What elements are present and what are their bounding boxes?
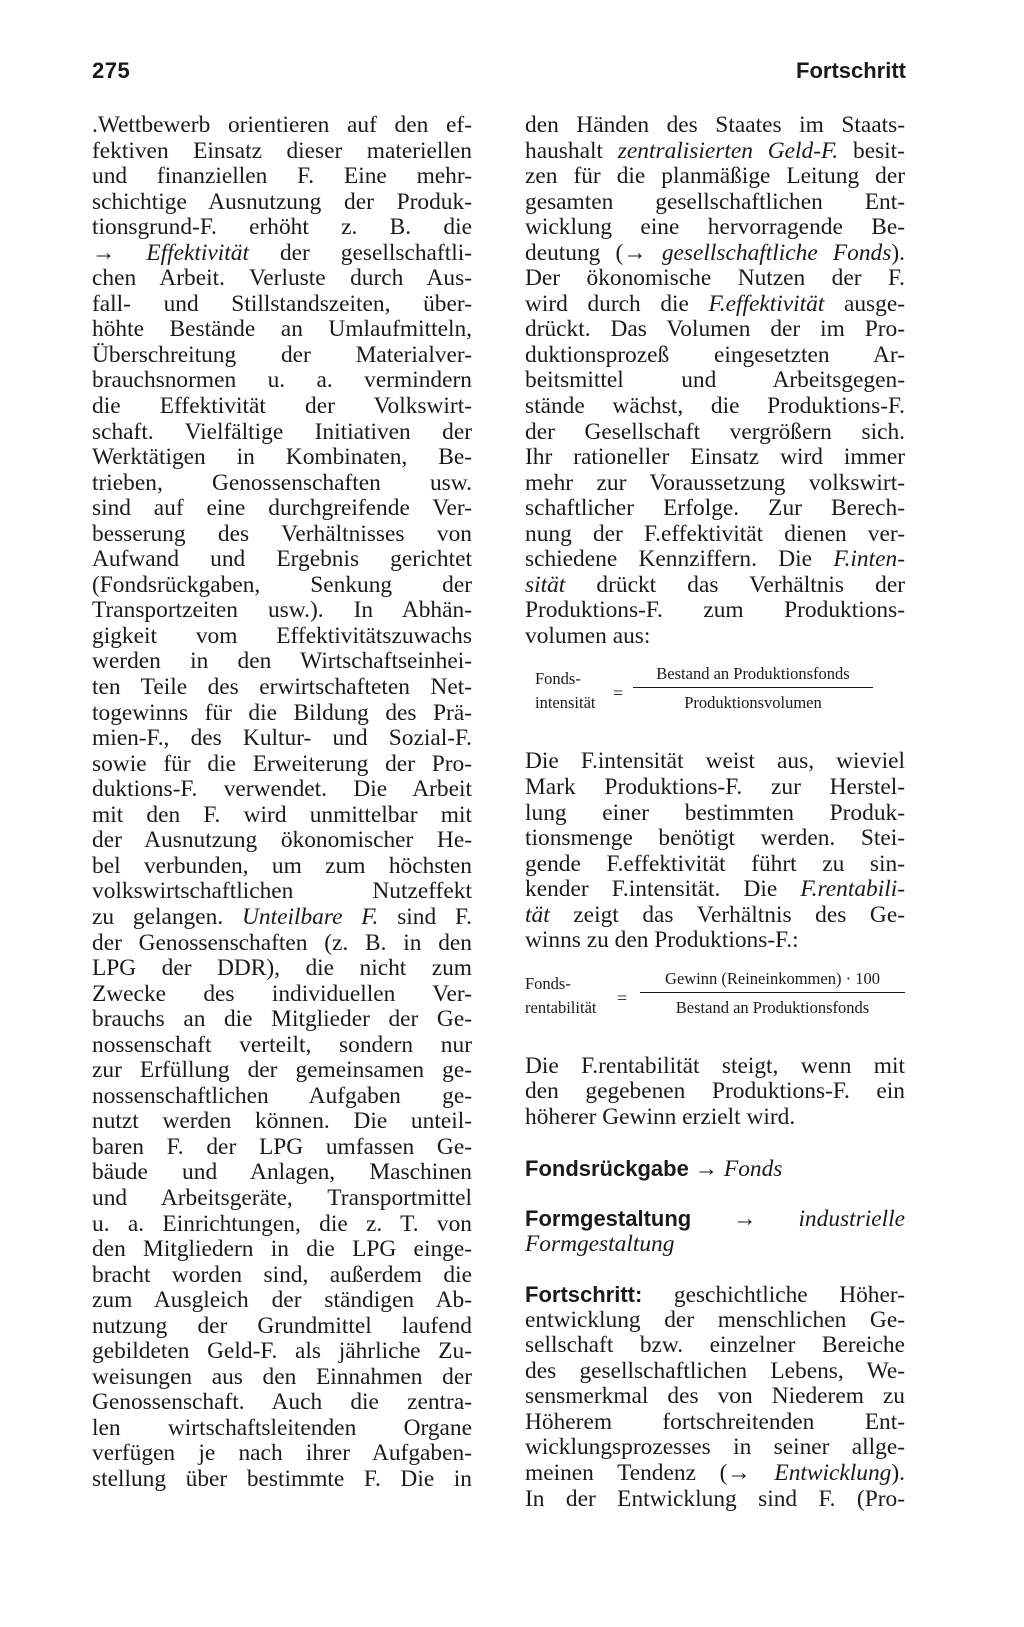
text-segment: entwicklung der menschlichen Ge- <box>525 1306 905 1333</box>
italic-term: Effektivität <box>146 239 249 266</box>
text-segment: besit- <box>838 137 905 164</box>
spacer <box>525 1131 905 1156</box>
text-line <box>525 266 905 292</box>
text-segment: wicklungsprozesses in seiner allge- <box>525 1434 905 1461</box>
text-line <box>525 445 905 471</box>
text-line <box>525 826 905 852</box>
arrow-icon: → <box>694 1155 719 1182</box>
text-segment: lung einer bestimmten Produk- <box>525 799 905 826</box>
text-segment: höhte Bestände an Umlaufmitteln, <box>92 316 472 343</box>
text-segment: der Genossenschaften (z. B. in den <box>92 929 472 956</box>
text-line <box>92 879 472 905</box>
text-segment: (Fondsrückgaben, Senkung der <box>92 571 472 598</box>
text-segment: tionsgrund-F. erhöht z. B. die <box>92 214 472 241</box>
text-line <box>92 982 472 1008</box>
text-segment: drückt. Das Volumen der im Pro- <box>525 316 905 343</box>
text-segment: duktionsprozeß eingesetzten Ar- <box>525 341 905 368</box>
text-segment: meinen Tendenz (→ <box>525 1459 775 1486</box>
text-segment: wicklung eine hervorragende Be- <box>525 214 905 241</box>
text-line <box>525 1461 905 1487</box>
text-segment: brauchs an die Mitglieder der Ge- <box>92 1006 472 1033</box>
running-head: Fortschritt <box>796 58 906 83</box>
text-line <box>92 496 472 522</box>
text-line <box>92 1033 472 1059</box>
text-line <box>92 113 472 139</box>
text-segment: Ihr rationeller Einsatz wird immer <box>525 444 905 471</box>
text-segment: und finanziellen F. Eine mehr- <box>92 163 472 190</box>
cross-reference-link[interactable]: industrielle <box>798 1206 905 1233</box>
text-segment: volkswirtschaftlichen Nutzeffekt <box>92 878 472 905</box>
text-segment: volumen aus: <box>525 622 651 649</box>
text-segment: stellung über bestimmte F. Die in <box>92 1465 472 1492</box>
text-segment: haushalt <box>525 137 618 164</box>
text-line <box>525 113 905 139</box>
text-line <box>525 624 905 650</box>
text-line <box>92 547 472 573</box>
text-line <box>525 928 905 954</box>
text-segment: nutzt werden können. Die unteil- <box>92 1108 472 1135</box>
text-line <box>525 420 905 446</box>
text-segment: Die F.intensität weist aus, wieviel <box>525 748 905 775</box>
text-segment: wird durch die <box>525 290 709 317</box>
text-segment: tionsmenge benötigt werden. Stei- <box>525 825 905 852</box>
text-segment: Der ökonomische Nutzen der F. <box>525 265 905 292</box>
formula-lhs <box>525 972 596 1020</box>
text-segment: Zwecke des individuellen Ver- <box>92 980 472 1007</box>
page-header <box>92 58 906 94</box>
text-line <box>92 139 472 165</box>
italic-term: F.effektivität <box>708 290 825 317</box>
text-line <box>525 139 905 165</box>
cross-reference-link[interactable]: Fonds <box>723 1155 783 1182</box>
text-segment: stände wächst, die Produktions-F. <box>525 393 905 420</box>
text-segment: Genossenschaft. Auch die zentra- <box>92 1389 472 1416</box>
text-segment: sind auf eine durchgreifende Ver- <box>92 495 472 522</box>
text-line <box>525 852 905 878</box>
fraction-denominator: Produktionsvolumen <box>684 693 822 713</box>
text-line <box>525 164 905 190</box>
spacer <box>525 1181 905 1206</box>
text-line <box>92 1365 472 1391</box>
text-line <box>92 1237 472 1263</box>
formula-fondsintensitaet <box>525 663 905 735</box>
text-segment: fall- und Stillstandszeiten, über- <box>92 290 472 317</box>
text-line <box>92 522 472 548</box>
text-segment: fektiven Einsatz dieser materiellen <box>92 137 472 164</box>
text-segment: die Effektivität der Volkswirt- <box>92 393 472 420</box>
fraction-numerator: Gewinn (Reineinkommen) · 100 <box>640 968 905 993</box>
text-line <box>92 1109 472 1135</box>
text-segment: höherer Gewinn erzielt wird. <box>525 1103 796 1130</box>
text-line <box>92 266 472 292</box>
text-segment: beitsmittel und Arbeitsgegen- <box>525 367 905 394</box>
text-line <box>525 1105 905 1131</box>
text-line <box>525 496 905 522</box>
text-segment: den Händen des Staates im Staats- <box>525 112 905 138</box>
text-line <box>92 956 472 982</box>
italic-term: gesellschaftliche Fonds <box>661 239 892 266</box>
text-line <box>525 343 905 369</box>
text-segment: baren F. der LPG umfassen Ge- <box>92 1133 472 1160</box>
text-segment: des gesellschaftlichen Lebens, We- <box>525 1357 905 1384</box>
text-segment: zeigt das Verhältnis des Ge- <box>549 901 905 928</box>
text-segment: werden in den Wirtschaftseinhei- <box>92 648 472 675</box>
text-line <box>525 547 905 573</box>
text-line <box>525 598 905 624</box>
formula-lhs-line1: Fonds- <box>535 669 581 689</box>
text-segment: Mark Produktions-F. zur Herstel- <box>525 774 905 801</box>
text-line <box>92 573 472 599</box>
entry-formgestaltung <box>525 1206 905 1257</box>
text-segment: zu gelangen. <box>92 903 242 930</box>
text-line <box>525 394 905 420</box>
text-line <box>525 1079 905 1105</box>
formula-lhs-line1: Fonds- <box>525 973 571 993</box>
italic-term: zentralisierten Geld-F. <box>617 137 839 164</box>
text-segment: schaft. Vielfältige Initiativen der <box>92 418 472 445</box>
text-segment: In der Entwicklung sind F. (Pro- <box>525 1485 905 1512</box>
italic-term: F.inten- <box>833 546 905 573</box>
text-segment: LPG der DDR), die nicht zum <box>92 955 472 982</box>
text-line <box>92 1390 472 1416</box>
text-line <box>525 317 905 343</box>
text-segment: gebildeten Geld-F. als jährliche Zu- <box>92 1338 472 1365</box>
text-segment: der Gesellschaft vergrößern sich. <box>525 418 905 445</box>
text-segment: schaftlicher Erfolge. Zur Berech- <box>525 495 905 522</box>
text-line <box>92 598 472 624</box>
text-line <box>525 775 905 801</box>
text-line <box>92 445 472 471</box>
text-segment: ). <box>891 239 905 266</box>
text-segment: mien-F., des Kultur- und Sozial-F. <box>92 725 472 752</box>
text-segment: len wirtschaftsleitenden Organe <box>92 1414 472 1441</box>
equals-sign: = <box>613 683 624 704</box>
entry-line <box>525 1206 905 1232</box>
text-line <box>525 190 905 216</box>
text-segment: duktions-F. verwendet. Die Arbeit <box>92 776 472 803</box>
text-line <box>92 1314 472 1340</box>
text-segment: Aufwand und Ergebnis gerichtet <box>92 546 472 573</box>
text-line <box>92 215 472 241</box>
text-segment: → <box>92 239 147 266</box>
fraction-numerator: Bestand an Produktionsfonds <box>633 663 873 688</box>
text-line <box>92 317 472 343</box>
italic-term: Entwicklung <box>774 1459 892 1486</box>
text-segment: sind F. <box>378 903 472 930</box>
text-segment: zum Ausgleich der ständigen Ab- <box>92 1287 472 1314</box>
text-segment: und Arbeitsgeräte, Transportmittel <box>92 1184 472 1211</box>
text-segment: kender F.intensität. Die <box>525 876 801 903</box>
text-line <box>92 854 472 880</box>
text-segment: Höherem fortschreitenden Ent- <box>525 1408 905 1435</box>
text-line <box>92 1263 472 1289</box>
text-segment: den gegebenen Produktions-F. ein <box>525 1078 905 1105</box>
text-segment: chen Arbeit. Verluste durch Aus- <box>92 265 472 292</box>
text-segment: sensmerkmal des von Niederem zu <box>525 1383 905 1410</box>
text-line <box>525 1435 905 1461</box>
text-line <box>92 726 472 752</box>
italic-term: Unteilbare F. <box>241 903 379 930</box>
formula-lhs-line2: rentabilität <box>525 997 597 1017</box>
entry-fondsrueckgabe <box>525 1156 905 1182</box>
right-column <box>525 113 905 1512</box>
text-block-fondsintensitaet <box>525 749 905 953</box>
text-segment: Transportzeiten usw.). In Abhän- <box>92 597 472 624</box>
text-segment: ausge- <box>824 290 905 317</box>
text-segment: gigkeit vom Effektivitätszuwachs <box>92 622 472 649</box>
text-line <box>92 777 472 803</box>
text-segment: nossenschaft verteilt, sondern nur <box>92 1031 472 1058</box>
text-segment: bel verbunden, um zum höchsten <box>92 852 472 879</box>
formula-lhs <box>535 667 596 715</box>
text-line <box>92 1416 472 1442</box>
text-line <box>92 420 472 446</box>
entry-headword: Formgestaltung <box>525 1206 692 1232</box>
text-line <box>92 803 472 829</box>
text-line <box>525 1487 905 1513</box>
text-segment: Überschreitung der Materialver- <box>92 341 472 368</box>
text-segment: gesamten gesellschaftlichen Ent- <box>525 188 905 215</box>
text-line <box>525 1282 905 1308</box>
text-block-fondseffektivitaet <box>525 113 905 649</box>
text-segment: zen für die planmäßige Leitung der <box>525 163 905 190</box>
text-line <box>525 215 905 241</box>
equals-sign: = <box>617 987 628 1008</box>
text-segment: nutzung der Grundmittel laufend <box>92 1312 472 1339</box>
text-line <box>525 573 905 599</box>
text-segment: verfügen je nach ihrer Aufgaben- <box>92 1440 472 1467</box>
text-line <box>525 903 905 929</box>
text-segment: der gesellschaftli- <box>248 239 472 266</box>
entry-fortschritt <box>525 1282 905 1512</box>
text-segment: bracht worden sind, außerdem die <box>92 1261 472 1288</box>
text-segment: besserung des Verhältnisses von <box>92 520 472 547</box>
fraction <box>640 968 905 1019</box>
spacer <box>525 1257 905 1282</box>
text-line <box>525 1054 905 1080</box>
text-line <box>92 649 472 675</box>
text-line <box>92 394 472 420</box>
text-segment: Die F.rentabilität steigt, wenn mit <box>525 1052 905 1079</box>
text-line <box>92 1135 472 1161</box>
text-line <box>92 905 472 931</box>
text-line <box>525 877 905 903</box>
text-line <box>92 471 472 497</box>
text-line <box>92 241 472 267</box>
text-line <box>92 752 472 778</box>
text-segment: ten Teile des erwirtschafteten Net- <box>92 674 472 701</box>
text-segment: sowie für die Erweiterung der Pro- <box>92 750 472 777</box>
text-segment: bäude und Anlagen, Maschinen <box>92 1159 472 1186</box>
text-line <box>92 292 472 318</box>
text-segment: drückt das Verhältnis der <box>565 571 905 598</box>
text-line <box>92 1084 472 1110</box>
text-segment: winns zu den Produktions-F.: <box>525 927 799 954</box>
text-line <box>92 1339 472 1365</box>
text-line <box>92 1212 472 1238</box>
text-line <box>525 471 905 497</box>
left-column <box>92 113 472 1493</box>
arrow-icon: → <box>733 1206 757 1233</box>
text-line <box>92 368 472 394</box>
text-segment: den Mitgliedern in die LPG einge- <box>92 1236 472 1263</box>
text-segment: nung der F.effektivität dienen ver- <box>525 520 905 547</box>
fraction-denominator: Bestand an Produktionsfonds <box>675 997 870 1017</box>
text-line <box>92 828 472 854</box>
text-line <box>525 749 905 775</box>
cross-reference-link-continuation[interactable]: Formgestaltung <box>525 1230 675 1257</box>
text-segment: der Ausnutzung ökonomischer He- <box>92 827 472 854</box>
text-segment: schichtige Ausnutzung der Produk- <box>92 188 472 215</box>
text-segment: mehr zur Voraussetzung volkswirt- <box>525 469 905 496</box>
text-line <box>525 1359 905 1385</box>
text-line <box>525 241 905 267</box>
italic-term: sität <box>525 571 566 598</box>
text-segment: trieben, Genossenschaften usw. <box>92 469 472 496</box>
formula-lhs-line2: intensität <box>535 693 596 713</box>
fraction <box>633 663 873 714</box>
text-segment: Werktätigen in Kombinaten, Be- <box>92 444 472 471</box>
text-line <box>92 1160 472 1186</box>
text-line <box>525 1410 905 1436</box>
text-line <box>92 343 472 369</box>
text-segment: geschichtliche Höher- <box>642 1282 905 1309</box>
italic-term: F.rentabili- <box>800 876 905 903</box>
text-line <box>92 1058 472 1084</box>
text-line <box>92 675 472 701</box>
text-segment: brauchsnormen u. a. vermindern <box>92 367 472 394</box>
text-segment: u. a. Einrichtungen, die z. T. von <box>92 1210 472 1237</box>
text-segment: zur Erfüllung der gemeinsamen ge- <box>92 1057 472 1084</box>
text-line <box>525 1384 905 1410</box>
italic-term: tät <box>525 901 550 928</box>
text-segment: .Wettbewerb orientieren auf den ef- <box>92 112 472 138</box>
text-segment: deutung (→ <box>525 239 662 266</box>
text-segment: togewinns für die Bildung des Prä- <box>92 699 472 726</box>
entry-headword: Fondsrückgabe <box>525 1155 689 1181</box>
text-line <box>92 624 472 650</box>
text-line <box>92 931 472 957</box>
text-line <box>92 1007 472 1033</box>
text-line <box>525 292 905 318</box>
entry-headword: Fortschritt: <box>525 1282 643 1308</box>
text-segment: nossenschaftlichen Aufgaben ge- <box>92 1082 472 1109</box>
text-segment: mit den F. wird unmittelbar mit <box>92 801 472 828</box>
text-line <box>525 522 905 548</box>
page-number: 275 <box>92 58 131 83</box>
formula-fondsrentabilitaet <box>525 968 905 1040</box>
text-block-fondsrentabilitaet <box>525 1054 905 1131</box>
text-line <box>92 164 472 190</box>
text-segment: sellschaft bzw. einzelner Bereiche <box>525 1332 905 1359</box>
text-line <box>92 1441 472 1467</box>
text-segment: Produktions-F. zum Produktions- <box>525 597 905 624</box>
text-line <box>92 1467 472 1493</box>
text-line <box>92 190 472 216</box>
text-line <box>92 1288 472 1314</box>
text-line <box>92 701 472 727</box>
text-segment: ). <box>891 1459 905 1486</box>
text-line <box>525 1333 905 1359</box>
text-segment: gende F.effektivität führt zu sin- <box>525 850 905 877</box>
text-segment: schiedene Kennziffern. Die <box>525 546 834 573</box>
text-segment: weisungen aus den Einnahmen der <box>92 1363 472 1390</box>
text-line <box>92 1186 472 1212</box>
text-line <box>525 368 905 394</box>
text-line <box>525 801 905 827</box>
text-line <box>525 1308 905 1334</box>
